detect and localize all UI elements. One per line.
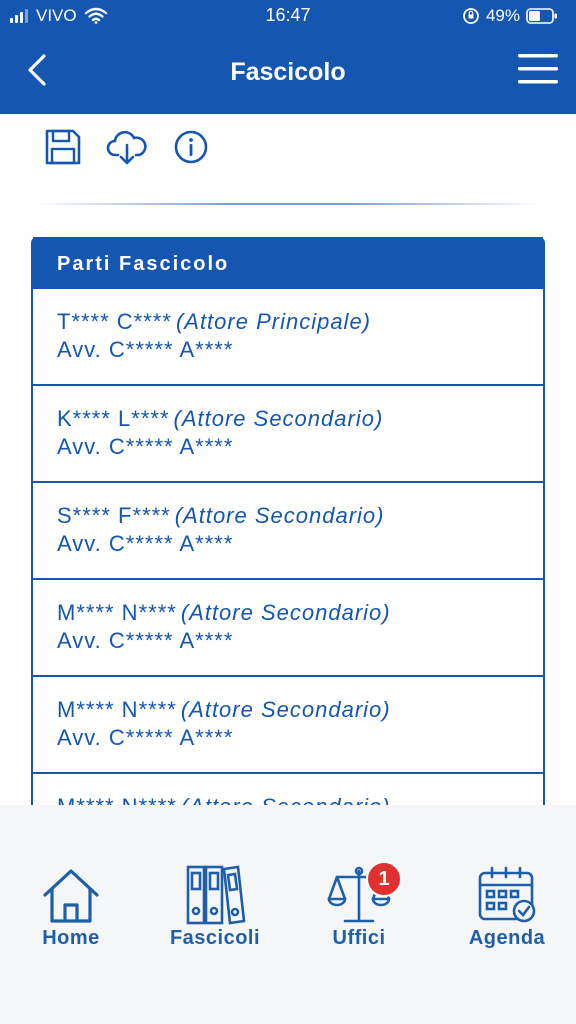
top-bar [0, 0, 576, 114]
notification-badge: 1 [366, 861, 402, 897]
calendar-check-icon [476, 865, 538, 925]
menu-button[interactable] [518, 52, 558, 86]
save-icon [43, 127, 83, 167]
home-icon [41, 867, 101, 925]
party-lawyer: Avv. C***** A**** [57, 531, 234, 556]
battery-percent: 49% [485, 6, 520, 25]
party-name: M**** N**** [57, 600, 177, 625]
card-title: Parti Fascicolo [33, 237, 543, 289]
party-item[interactable] [33, 580, 543, 677]
parties-card [31, 237, 545, 805]
page-title: Fascicolo [230, 58, 346, 86]
status-time: 16:47 [265, 5, 311, 25]
party-name: S**** F**** [57, 503, 171, 528]
hamburger-menu-icon [518, 52, 558, 86]
carrier-label: VIVO [36, 6, 77, 25]
tab-label: Uffici [332, 927, 386, 949]
party-role: (Attore Secondario) [180, 600, 391, 625]
party-lawyer: Avv. C***** A**** [57, 434, 234, 459]
tab-label: Home [42, 927, 100, 949]
party-name: K**** L**** [57, 406, 170, 431]
bottom-tab-bar [0, 805, 576, 1024]
battery-icon [526, 8, 558, 24]
nav-bar [0, 36, 576, 114]
tab-home[interactable] [6, 865, 136, 950]
tab-label: Fascicoli [169, 927, 261, 949]
party-role: (Attore Principale) [175, 309, 372, 334]
party-item[interactable] [33, 289, 543, 386]
binders-icon [184, 865, 246, 925]
party-role: (Attore Secondario) [173, 406, 384, 431]
download-button[interactable] [104, 124, 150, 170]
info-icon [173, 129, 209, 165]
party-item[interactable] [33, 677, 543, 774]
party-lawyer: Avv. C***** A**** [57, 337, 234, 362]
party-lawyer: Avv. C***** A**** [57, 725, 234, 750]
tab-fascicoli[interactable] [150, 865, 280, 950]
orientation-lock-icon [462, 7, 480, 25]
info-button[interactable] [168, 124, 214, 170]
status-bar [0, 0, 576, 32]
party-item[interactable] [33, 483, 543, 580]
party-role: (Attore Secondario) [174, 503, 385, 528]
action-toolbar [40, 124, 232, 170]
cloud-download-icon [106, 127, 148, 167]
party-role: (Attore Secondario) [180, 697, 391, 722]
tab-agenda[interactable] [442, 865, 572, 950]
divider [34, 203, 542, 205]
party-item[interactable] [33, 386, 543, 483]
save-button[interactable] [40, 124, 86, 170]
tab-label: Agenda [468, 927, 546, 949]
party-name: M**** N**** [57, 697, 177, 722]
tab-uffici[interactable] [294, 865, 424, 950]
party-lawyer: Avv. C***** A**** [57, 628, 234, 653]
party-name: T**** C**** [57, 309, 172, 334]
